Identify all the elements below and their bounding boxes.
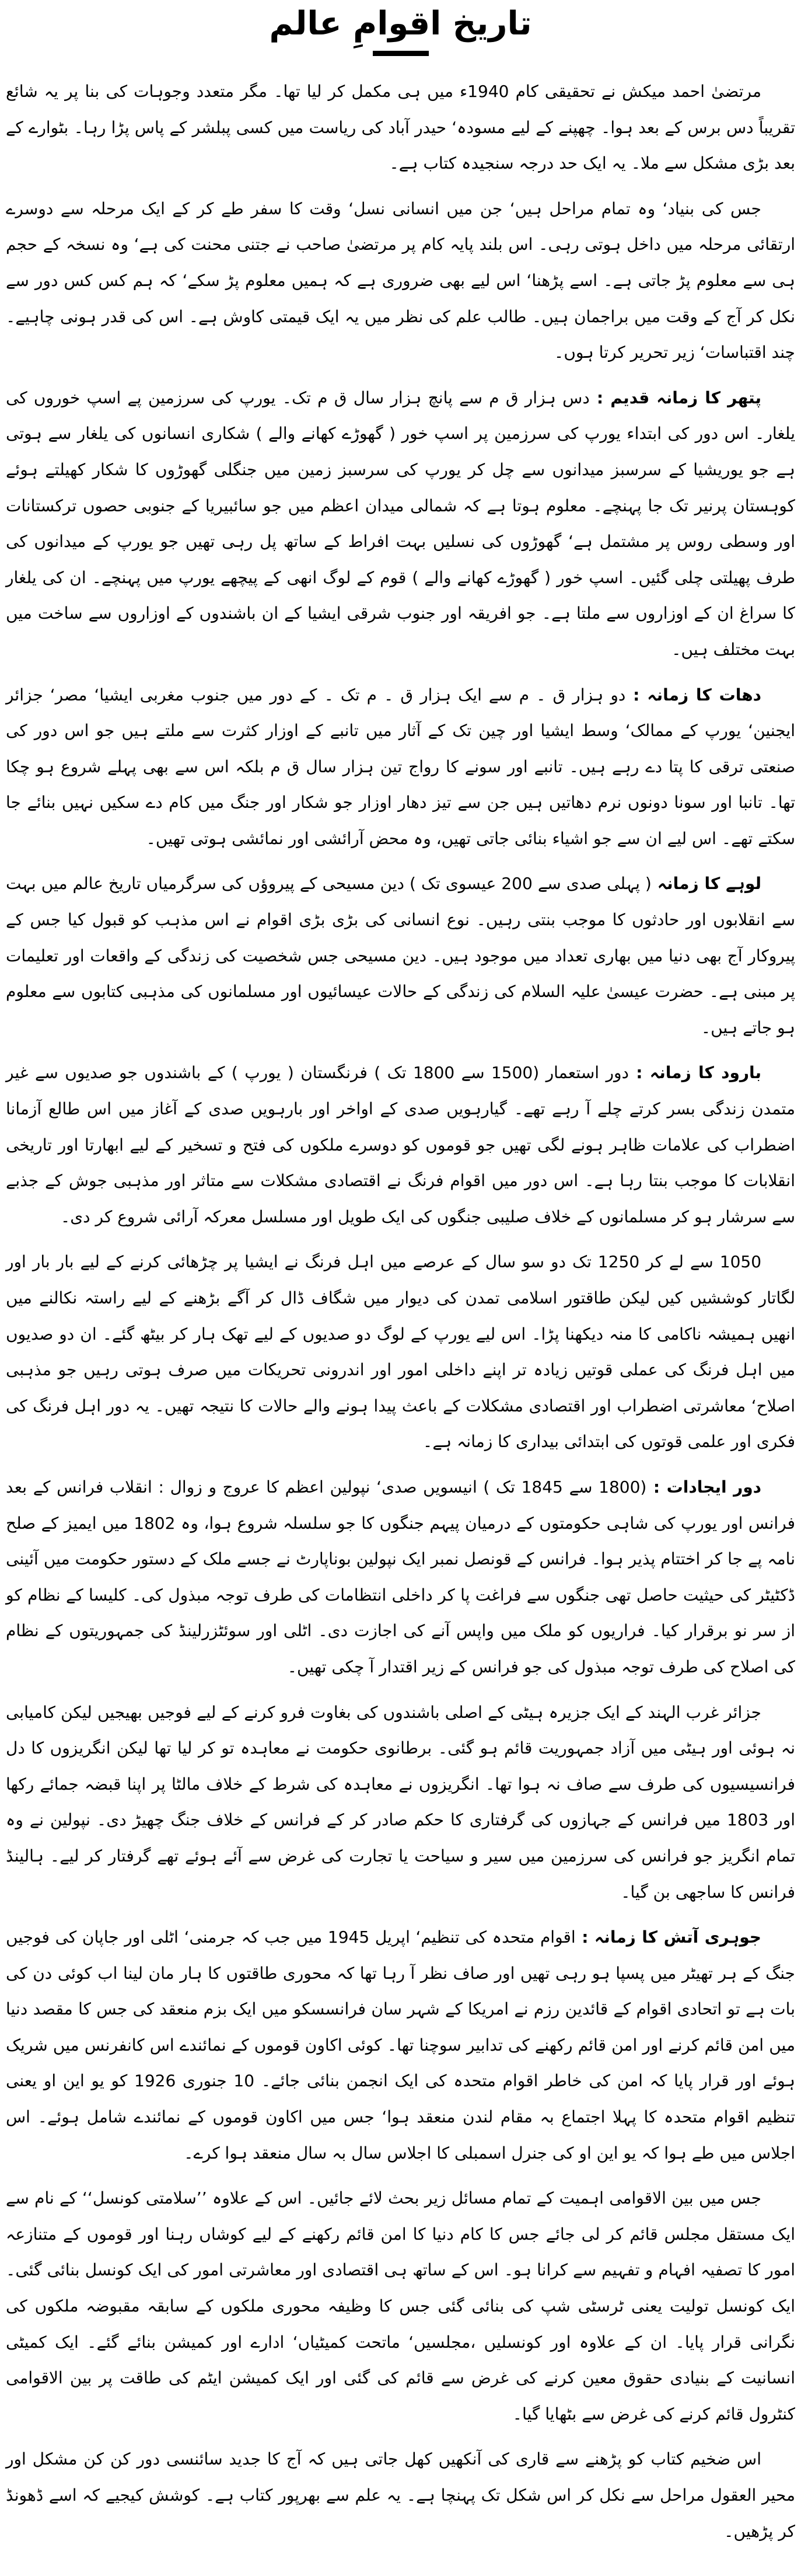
paragraph: جس میں بین الاقوامی اہمیت کے تمام مسائل زیر بحث لائے جائیں۔ اس کے علاوہ ’’سلامتی کونسل‘‘ کے نام سے ایک مستقل مجلس قائم کر لی جائے جس کا کام دنیا کا امن قائم رکھنے کے لیے کوشاں رہنا اور قوموں کے متنازعہ امور کا تصفیہ افہام و تفہیم سے کرانا ہو۔ اس کے ساتھ ہی اقتصادی اور معاشرتی امور کی ایک کونسل بنائی گئی۔ ایک کونسل تولیت یعنی ٹرسٹی شپ کی بنائی گئی جس کا وظیفہ محوری ملکوں کے سابقہ مقبوضہ ملکوں کی نگرانی قرار پایا۔ ان کے علاوہ اور کونسلیں ،مجلسیں‘ ماتحت کمیٹیاں‘ ادارے اور کمیشن بنائے گئے۔ ایک کمیٹی انسانیت کے بنیادی حقوق معین کرنے کی غرض سے قائم کی گئی اور ایک کمیشن ایٹم کی طاقت پر بین الاقوامی کنٹرول قائم کرنے کی غرض سے بٹھایا گیا۔	[6, 2188, 795, 2424]
paragraph: مرتضیٰ احمد میکش نے تحقیقی کام 1940ء میں ہی مکمل کر لیا تھا۔ مگر متعدد وجوہات کی بنا پر یہ شائع تقریباً دس برس کے بعد ہوا۔ چھپنے کے لیے مسودہ‘ حیدر آباد کی ریاست میں کسی پبلشر کے پاس پڑا رہا۔ بٹوارے کے بعد بڑی مشکل سے ملا۔ یہ ایک حد درجہ سنجیدہ کتاب ہے۔	[6, 82, 795, 173]
paragraph: دور ایجادات : (1800 سے 1845 تک ) انیسویں صدی‘ نپولین اعظم کا عروج و زوال : انقلاب فرانس کے بعد فرانس اور یورپ کی شاہی حکومتوں کے درمیان پیہم جنگوں کا جو سلسلہ شروع ہوا، وہ 1802 میں ایمیز کے صلح نامہ پے جا کر اختتام پذیر ہوا۔ فرانس کے قونصل نمبر ایک نپولین بوناپارٹ نے جسے ملک کے دستور حکومت میں آئینی ڈکٹیٹر کی حیثیت حاصل تھی جنگوں سے فراغت پا کر داخلی انتظامات کی طرف توجہ مبذول کی۔ کلیسا کے نظام کو از سر نو برقرار کیا۔ فراریوں کو ملک میں واپس آنے کی اجازت دی۔ اٹلی اور سوئٹزرلینڈ کی جمہوریتوں کے نظام کی اصلاح کی طرف توجہ مبذول کی جو فرانس کے زیر اقتدار آ چکی تھیں۔	[6, 1477, 795, 1676]
paragraph: اس ضخیم کتاب کو پڑھنے سے قاری کی آنکھیں کھل جاتی ہیں کہ آج کا جدید سائنسی دور کن کن مشکل اور محیر العقول مراحل سے نکل کر اس شکل تک پہنچا ہے۔ یہ علم سے بھرپور کتاب ہے۔ کوشش کیجیے کہ اسے ڈھونڈ کر پڑھیں۔	[6, 2449, 795, 2541]
section-heading: بارود کا زمانہ :	[629, 1063, 761, 1083]
section-heading: دھات کا زمانہ :	[625, 685, 761, 705]
paragraph: پتھر کا زمانہ قدیم : دس ہزار ق م سے پانچ ہزار سال ق م تک۔ یورپ کی سرزمین پے اسپ خوروں کی یلغار۔ اس دور کی ابتداء یورپ کی سرزمین پر اسپ خور ( گھوڑے کھانے والے ) شکاری انسانوں کی یلغار سے ہوتی ہے جو یوریشیا کے سرسبز میدانوں سے چل کر یورپ کی سرسبز زمین میں جنگلی گھوڑوں کا شکار کھیلتے ہوئے کوہستان پرنیر تک جا پہنچے۔ معلوم ہوتا ہے کہ شمالی میدان اعظم میں جو سائبیریا کے جنوبی حصوں ترکستانات اور وسطی روس پر مشتمل ہے‘ گھوڑوں کی نسلیں بہت افراط کے ساتھ پل رہی تھیں جو یورپ کے میدانوں کی طرف پھیلتی چلی گئیں۔ اسپ خور ( گھوڑے کھانے والے ) قوم کے لوگ انھی کے پیچھے یورپ میں پہنچے۔ ان کی یلغار کا سراغ ان کے اوزاروں سے ملتا ہے۔ جو افریقہ اور جنوب شرقی ایشیا کے ان باشندوں کے اوزاروں سے ساخت میں بہت مختلف ہیں۔	[6, 388, 796, 659]
paragraph: جس کی بنیاد‘ وہ تمام مراحل ہیں‘ جن میں انسانی نسل‘ وقت کا سفر طے کر کے ایک مرحلہ سے دوسرے ارتقائی مرحلہ میں داخل ہوتی رہی۔ اس بلند پایہ کام پر مرتضیٰ صاحب نے جتنی محنت کی ہے‘ وہ نسخہ کے حجم ہی سے معلوم پڑ جاتی ہے۔ اسے پڑھنا‘ اس لیے بھی ضروری ہے کہ ہمیں معلوم پڑ سکے‘ کہ ہم کس کس دور سے نکل کر آج کے وقت میں براجمان ہیں۔ طالب علم کی نظر میں یہ ایک قیمتی کاوش ہے۔ اس کی قدر ہونی چاہیے۔ چند اقتباسات‘ زیر تحریر کرتا ہوں۔	[6, 198, 795, 362]
section-heading: لوہے کا زمانہ	[651, 874, 762, 894]
paragraph: جوہری آتش کا زمانہ : اقوام متحدہ کی تنظیم‘ اپریل 1945 میں جب کہ جرمنی‘ اٹلی اور جاپان کی فوجیں جنگ کے ہر تھیٹر میں پسپا ہو رہی تھیں اور صاف نظر آ رہا تھا کہ محوری طاقتوں کا ہار مان لینا اب کوئی دن کی بات ہے تو اتحادی اقوام کے قائدین رزم نے امریکا کے شہر سان فرانسسکو میں ایک بزم منعقد کی جس کا مقصد دنیا میں امن قائم کرنے اور امن قائم رکھنے کی تدابیر سوچنا تھا۔ کوئی اکاون قوموں کے نمائندے اس کانفرنس میں شریک ہوئے اور قرار پایا کہ امن کی خاطر اقوام متحدہ کی ایک انجمن بنائی جائے۔ 10 جنوری 1926 کو یو این او یعنی تنظیم اقوام متحدہ کا پہلا اجتماع بہ مقام لندن منعقد ہوا‘ جس میں اکاون قوموں کے نمائندے شامل ہوئے۔ اس اجلاس میں طے ہوا کہ یو این او کی جنرل اسمبلی کا اجلاس سال بہ سال منعقد ہوا کرے۔	[6, 1927, 795, 2163]
paragraph: دھات کا زمانہ : دو ہزار ق ۔ م سے ایک ہزار ق ۔ م تک ۔ کے دور میں جنوب مغربی ایشیا‘ مصر‘ جزائر ایجنین‘ یورپ کے ممالک‘ وسط ایشیا اور چین تک کے آثار میں تانبے کے اوزار کثرت سے ملتے ہیں جو اس دور کی صنعتی ترقی کا پتا دے رہے ہیں۔ تانبے اور سونے کا رواج تین ہزار سال ق م بلکہ اس سے بھی پہلے شروع ہو چکا تھا۔ تانبا اور سونا دونوں نرم دھاتیں ہیں جن سے تیز دھار اوزار جو شکار اور جنگ میں کام دے سکیں نہیں بنائے جا سکتے تھے۔ اس لیے ان سے جو اشیاء بنائی جاتی تھیں، وہ محض آرائشی اور نمائشی ہوتی تھیں۔	[6, 685, 795, 848]
section-heading: پتھر کا زمانہ قدیم :	[589, 388, 761, 407]
section-heading: دور ایجادات :	[646, 1477, 761, 1497]
section-heading: جوہری آتش کا زمانہ :	[575, 1927, 761, 1947]
paragraph: بارود کا زمانہ : دور استعمار (1500 سے 1800 تک ) فرنگستان ( یورپ ) کے باشندوں جو صدیوں سے غیر متمدن زندگی بسر کرتے چلے آ رہے تھے۔ گیارہویں صدی کے اواخر اور بارہویں صدی کے آغاز میں اس طالع آزمانا اضطراب کی علامات ظاہر ہونے لگی تھیں جو قوموں کو دوسرے ملکوں کی فتح و تسخیر کے لیے ابھارتا اور تاریخی انقلابات کا موجب بنتا رہا ہے۔ اس دور میں اقوام فرنگ نے اقتصادی مشکلات سے متاثر اور مذہبی جوش کے جذبے سے سرشار ہو کر مسلمانوں کے خلاف صلیبی جنگوں کی ایک طویل اور مسلسل معرکہ آرائی شروع کر دی۔	[6, 1063, 795, 1226]
document-body	[6, 74, 795, 2549]
title-underline	[373, 51, 429, 56]
paragraph: لوہے کا زمانہ ( پہلی صدی سے 200 عیسوی تک ) دین مسیحی کے پیروؤں کی سرگرمیاں تاریخ عالم میں بہت سے انقلابوں اور حادثوں کا موجب بنتی رہیں۔ نوع انسانی کی بڑی بڑی اقوام نے اس مذہب کو قبول کیا جس کے پیروکار آج بھی دنیا میں بھاری تعداد میں موجود ہیں۔ دین مسیحی جس شخصیت کی زندگی کے واقعات اور تعلیمات پر مبنی ہے۔ حضرت عیسیٰ علیہ السلام کی زندگی کے حالات عیسائیوں اور مسلمانوں کی مذہبی کتابوں سے معلوم ہو جاتے ہیں۔	[6, 874, 795, 1037]
paragraph: 1050 سے لے کر 1250 تک دو سو سال کے عرصے میں اہل فرنگ نے ایشیا پر چڑھائی کرنے کے لیے بار بار اور لگاتار کوششیں کیں لیکن طاقتور اسلامی تمدن کی دیوار میں شگاف ڈال کر آگے بڑھنے کے لیے راستہ نکالنے میں انھیں ہمیشہ ناکامی کا منہ دیکھنا پڑا۔ اس لیے یورپ کے لوگ دو صدیوں کے لیے تھک ہار کر بیٹھ گئے۔ ان دو صدیوں میں اہل فرنگ کی عملی قوتیں زیادہ تر اپنے داخلی امور اور اندرونی تحریکات میں صرف ہوتی رہیں جو مذہبی اصلاح‘ معاشرتی اضطراب اور اقتصادی مشکلات کے باعث پیدا ہونے والے حالات کا نتیجہ تھیں۔ یہ دور اہل فرنگ کی فکری اور علمی قوتوں کی ابتدائی بیداری کا زمانہ ہے۔	[6, 1252, 795, 1452]
page-title: تاریخ اقوامِ عالم	[269, 5, 532, 43]
paragraph: جزائر غرب الہند کے ایک جزیرہ ہیٹی کے اصلی باشندوں کی بغاوت فرو کرنے کے لیے فوجیں بھیجیں لیکن کامیابی نہ ہوئی اور ہیٹی میں آزاد جمہوریت قائم ہو گئی۔ برطانوی حکومت نے معاہدہ تو کر لیا تھا لیکن انگریزوں کا دل فرانسیسیوں کی طرف سے صاف نہ ہوا تھا۔ انگریزوں نے معاہدہ کی شرط کے خلاف مالٹا پر اپنا قبضہ جمائے رکھا اور 1803 میں فرانس کے جہازوں کی گرفتاری کا حکم صادر کر کے فرانس کے خلاف جنگ چھیڑ دی۔ نپولین نے وہ تمام انگریز جو فرانس کی سرزمین میں سیر و سیاحت یا تجارت کی غرض سے آئے ہوئے تھے گرفتار کر لیے۔ ہالینڈ فرانس کا ساجھی بن گیا۔	[6, 1702, 795, 1902]
